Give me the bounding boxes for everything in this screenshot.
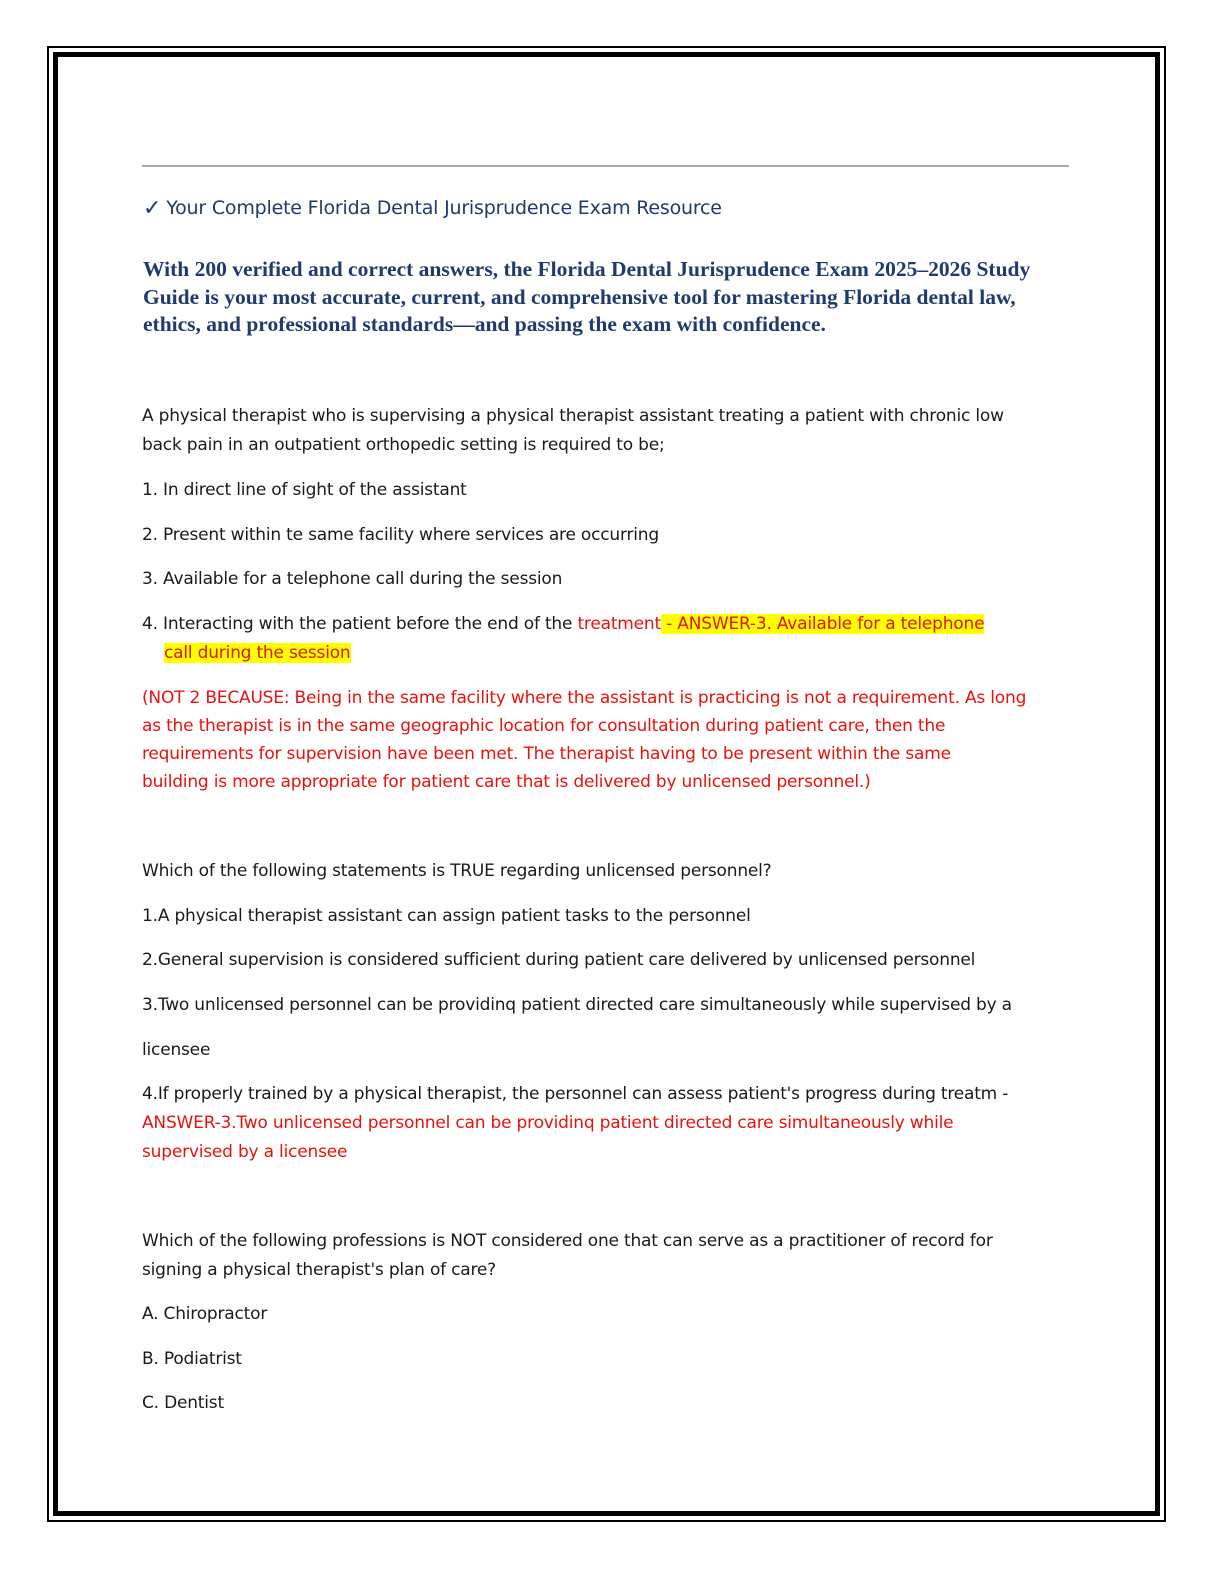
q2-answer-line1: ANSWER-3.Two unlicensed personnel can be providinq patient directed care simultaneously while — [142, 1113, 954, 1133]
q2-option-1: 1.A physical therapist assistant can assign patient tasks to the personnel — [142, 906, 751, 926]
horizontal-rule — [142, 165, 1069, 167]
q1-explain-1: (NOT 2 BECAUSE: Being in the same facility where the assistant is practicing is not a requirement. As long — [142, 688, 1027, 708]
q1-line1: A physical therapist who is supervising a physical therapist assistant treating a patient with chronic low — [142, 406, 1004, 426]
q3-line1: Which of the following professions is NOT considered one that can serve as a practitioner of record for — [142, 1231, 993, 1251]
q2-option-3b: licensee — [142, 1040, 211, 1060]
q1-option-2: 2. Present within te same facility where services are occurring — [142, 525, 659, 545]
heading-text: Your Complete Florida Dental Jurisprudence Exam Resource — [166, 197, 722, 219]
q3-option-a: A. Chiropractor — [142, 1304, 268, 1324]
q1-option-1: 1. In direct line of sight of the assistant — [142, 480, 467, 500]
q1-explain-4: building is more appropriate for patient care that is delivered by unlicensed personnel.) — [142, 772, 871, 792]
intro-paragraph: With 200 verified and correct answers, the Florida Dental Jurisprudence Exam 2025–2026 Study Guide is your most accurate, current, and comprehensive tool for mastering Florida dental law, ethics, and professional standards—and passing the exam with confidence. — [143, 257, 1031, 336]
q1-explain-2: as the therapist is in the same geographic location for consultation during patient care, then the — [142, 716, 946, 736]
q2-option-3a: 3.Two unlicensed personnel can be providinq patient directed care simultaneously while supervised by a — [142, 995, 1012, 1015]
check-mark-icon: ✓ — [143, 196, 162, 221]
q1-option-4 — [142, 610, 984, 639]
q1-answer-line2 — [164, 639, 351, 668]
q1-answer-highlight-1: - ANSWER-3. Available for a telephone — [660, 614, 985, 634]
q3-line2: signing a physical therapist's plan of care? — [142, 1260, 496, 1280]
q3-option-c: C. Dentist — [142, 1393, 224, 1413]
q1-explain-3: requirements for supervision have been met. The therapist having to be present within the same — [142, 744, 951, 764]
q1-option-4-red: treatment — [577, 614, 661, 634]
q1-line2: back pain in an outpatient orthopedic setting is required to be; — [142, 435, 665, 455]
q1-answer-highlight-2: call during the session — [164, 643, 351, 663]
q2-option-4: 4.If properly trained by a physical therapist, the personnel can assess patient's progress during treatm - — [142, 1084, 1009, 1104]
q1-option-4-text: 4. Interacting with the patient before the end of the — [142, 614, 578, 634]
q2-question: Which of the following statements is TRUE regarding unlicensed personnel? — [142, 861, 772, 881]
q2-answer-line2: supervised by a licensee — [142, 1142, 348, 1162]
q2-option-2: 2.General supervision is considered sufficient during patient care delivered by unlicensed personnel — [142, 950, 976, 970]
q1-option-3: 3. Available for a telephone call during the session — [142, 569, 563, 589]
resource-heading — [143, 196, 722, 221]
q3-option-b: B. Podiatrist — [142, 1349, 242, 1369]
